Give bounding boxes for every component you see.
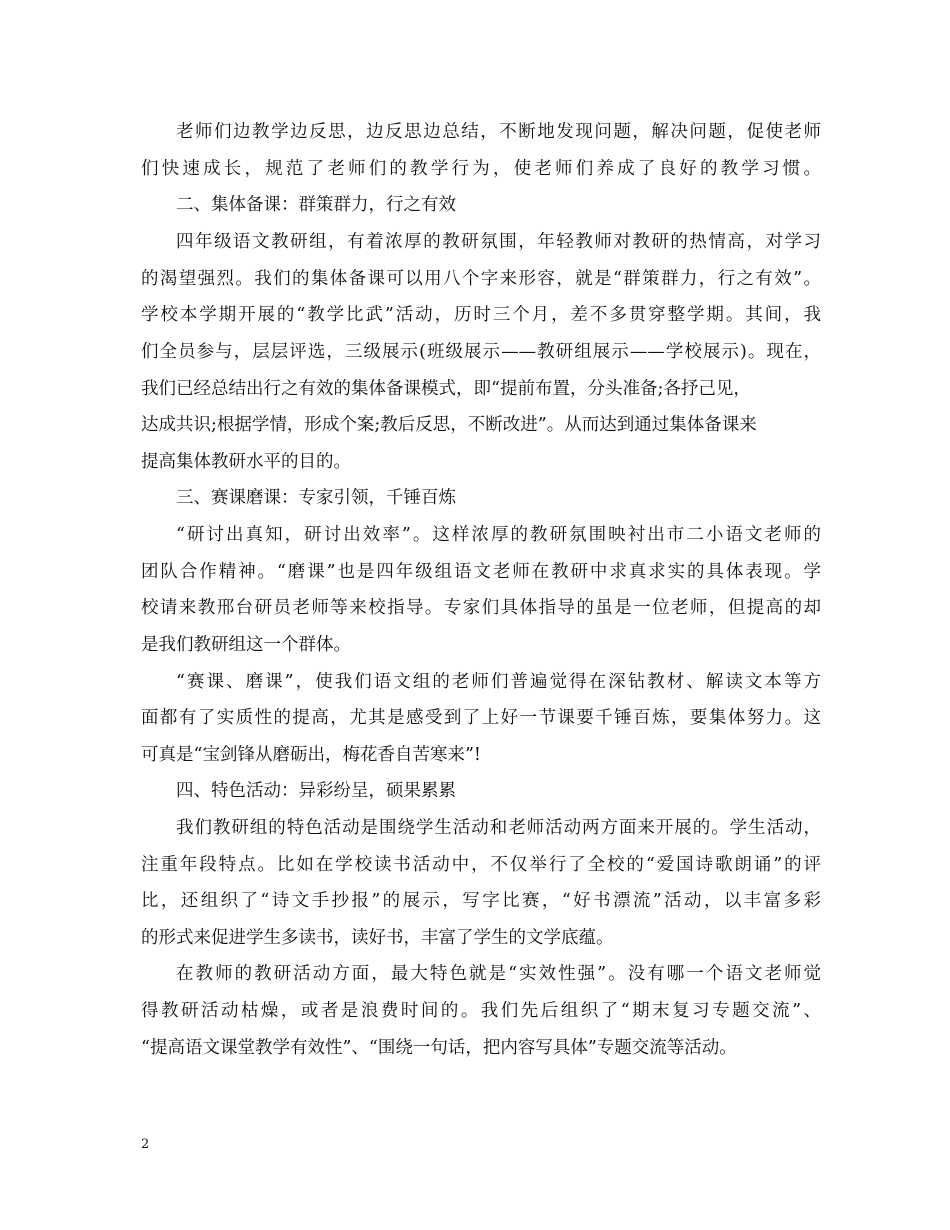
text-line: 可真是“宝剑锋从磨砺出，梅花香自苦寒来”! [141, 745, 481, 765]
text-line: 比，还组织了“诗文手抄报”的展示，写字比赛，“好书漂流”活动，以丰富多彩 [141, 891, 821, 911]
text-line: 团队合作精神。“磨课”也是四年级组语文老师在教研中求真求实的具体表现。学 [141, 562, 821, 582]
text-line: 提高集体教研水平的目的。 [141, 452, 351, 472]
text-line: 我们已经总结出行之有效的集体备课模式，即“提前布置，分头准备;各抒己见， [141, 379, 751, 399]
text-line: 是我们教研组这一个群体。 [141, 635, 351, 655]
text-line: 学校本学期开展的“教学比武”活动，历时三个月，差不多贯穿整学期。其间，我 [141, 305, 821, 325]
text-line: “赛课、磨课”，使我们语文组的老师们普遍觉得在深钻教材、解读文本等方 [176, 672, 821, 692]
section-heading: 二、集体备课：群策群力，行之有效 [176, 195, 456, 215]
page-number: 2 [141, 1137, 150, 1152]
text-line: 注重年段特点。比如在学校读书活动中，不仅举行了全校的“爱国诗歌朗诵”的评 [141, 855, 821, 875]
text-line: 得教研活动枯燥，或者是浪费时间的。我们先后组织了“期末复习专题交流”、 [141, 1001, 821, 1021]
text-line: 四年级语文教研组，有着浓厚的教研氛围，年轻教师对教研的热情高，对学习 [176, 232, 821, 252]
text-line: 们快速成长，规范了老师们的教学行为，使老师们养成了良好的教学习惯。 [141, 159, 821, 179]
section-heading: 三、赛课磨课：专家引领，千锤百炼 [176, 488, 456, 508]
text-line: 的渴望强烈。我们的集体备课可以用八个字来形容，就是“群策群力，行之有效”。 [141, 269, 821, 289]
section-heading: 四、特色活动：异彩纷呈，硕果累累 [176, 781, 456, 801]
text-line: 的形式来促进学生多读书，读好书，丰富了学生的文学底蕴。 [141, 928, 614, 948]
text-line: 老师们边教学边反思，边反思边总结，不断地发现问题，解决问题，促使老师 [176, 122, 821, 142]
text-line: 我们教研组的特色活动是围绕学生活动和老师活动两方面来开展的。学生活动， [176, 818, 821, 838]
text-line: 面都有了实质性的提高，尤其是感受到了上好一节课要千锤百炼，要集体努力。这 [141, 708, 821, 728]
text-line: 达成共识;根据学情，形成个案;教后反思，不断改进”。从而达到通过集体备课来 [141, 415, 757, 435]
text-line: 们全员参与，层层评选，三级展示(班级展示——教研组展示——学校展示)。现在， [141, 342, 821, 362]
text-line: 校请来教邢台研员老师等来校指导。专家们具体指导的虽是一位老师，但提高的却 [141, 598, 821, 618]
text-line: “研讨出真知，研讨出效率”。这样浓厚的教研氛围映衬出市二小语文老师的 [176, 525, 821, 545]
text-line: “提高语文课堂教学有效性”、“围绕一句话，把内容写具体”专题交流等活动。 [141, 1038, 737, 1058]
text-line: 在教师的教研活动方面，最大特色就是“实效性强”。没有哪一个语文老师觉 [176, 964, 821, 984]
